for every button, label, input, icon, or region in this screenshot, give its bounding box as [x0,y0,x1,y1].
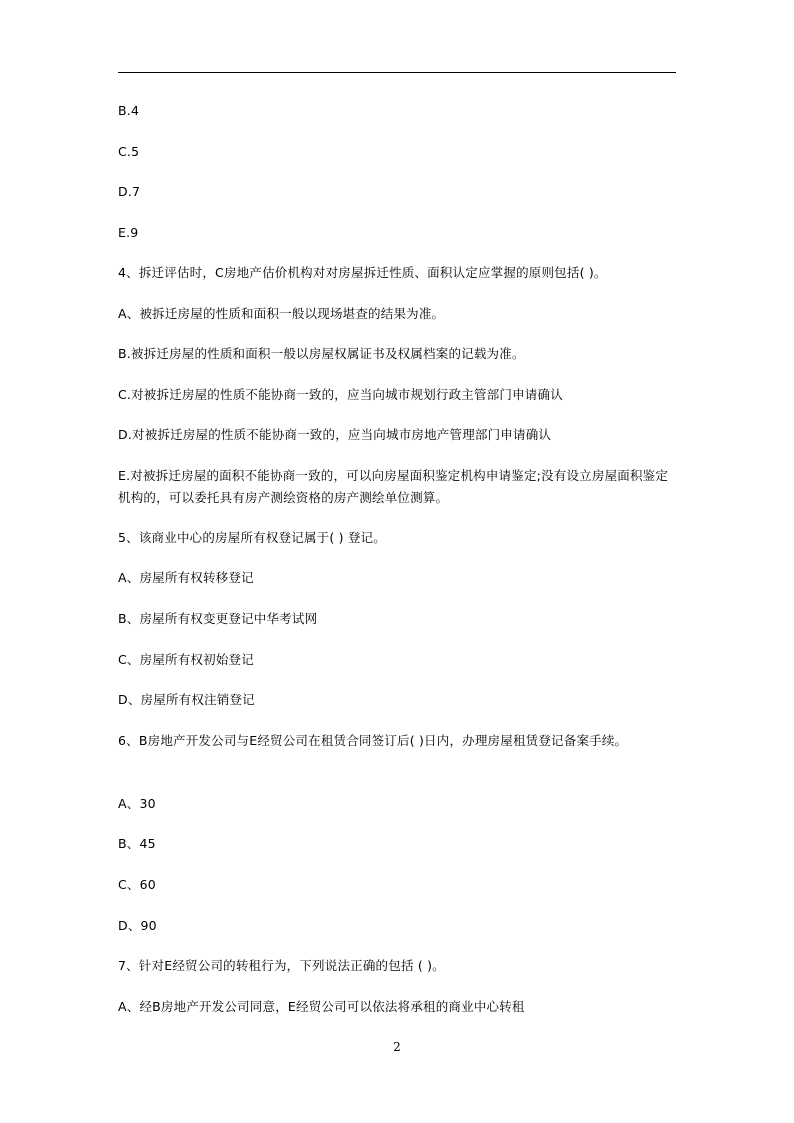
answer-option: E.对被拆迁房屋的面积不能协商一致的，可以向房屋面积鉴定机构申请鉴定;没有设立房屋面积鉴定机构的，可以委托具有房产测绘资格的房产测绘单位测算。 [118,468,669,505]
question-text: 6、B房地产开发公司与E经贸公司在租赁合同签订后( )日内，办理房屋租赁登记备案手续。 [118,733,628,748]
answer-option: D、房屋所有权注销登记 [118,692,255,707]
answer-option: D.对被拆迁房屋的性质不能协商一致的，应当向城市房地产管理部门申请确认 [118,427,552,442]
question-text: 5、该商业中心的房屋所有权登记属于( ) 登记。 [118,530,386,545]
answer-option: C、房屋所有权初始登记 [118,652,254,667]
answer-option: C、60 [118,877,156,892]
answer-option: E.9 [118,225,139,240]
answer-option: A、被拆迁房屋的性质和面积一般以现场堪查的结果为准。 [118,306,445,321]
answer-option: C.对被拆迁房屋的性质不能协商一致的，应当向城市规划行政主管部门申请确认 [118,387,563,402]
answer-option: B、房屋所有权变更登记中华考试网 [118,611,318,626]
answer-option: B.被拆迁房屋的性质和面积一般以房屋权属证书及权属档案的记载为准。 [118,346,525,361]
answer-option: A、经B房地产开发公司同意，E经贸公司可以依法将承租的商业中心转租 [118,999,525,1014]
answer-option: B.4 [118,103,140,118]
answer-option: D.7 [118,184,141,199]
answer-option: A、房屋所有权转移登记 [118,570,254,585]
question-text: 7、针对E经贸公司的转租行为，下列说法正确的包括 ( )。 [118,958,445,973]
question-text: 4、拆迁评估时，C房地产估价机构对对房屋拆迁性质、面积认定应掌握的原则包括( )。 [118,265,607,280]
answer-option: A、30 [118,796,156,811]
answer-option: D、90 [118,918,157,933]
header-rule [118,72,676,73]
answer-option: C.5 [118,144,140,159]
page-number: 2 [393,1040,401,1054]
answer-option: B、45 [118,836,156,851]
